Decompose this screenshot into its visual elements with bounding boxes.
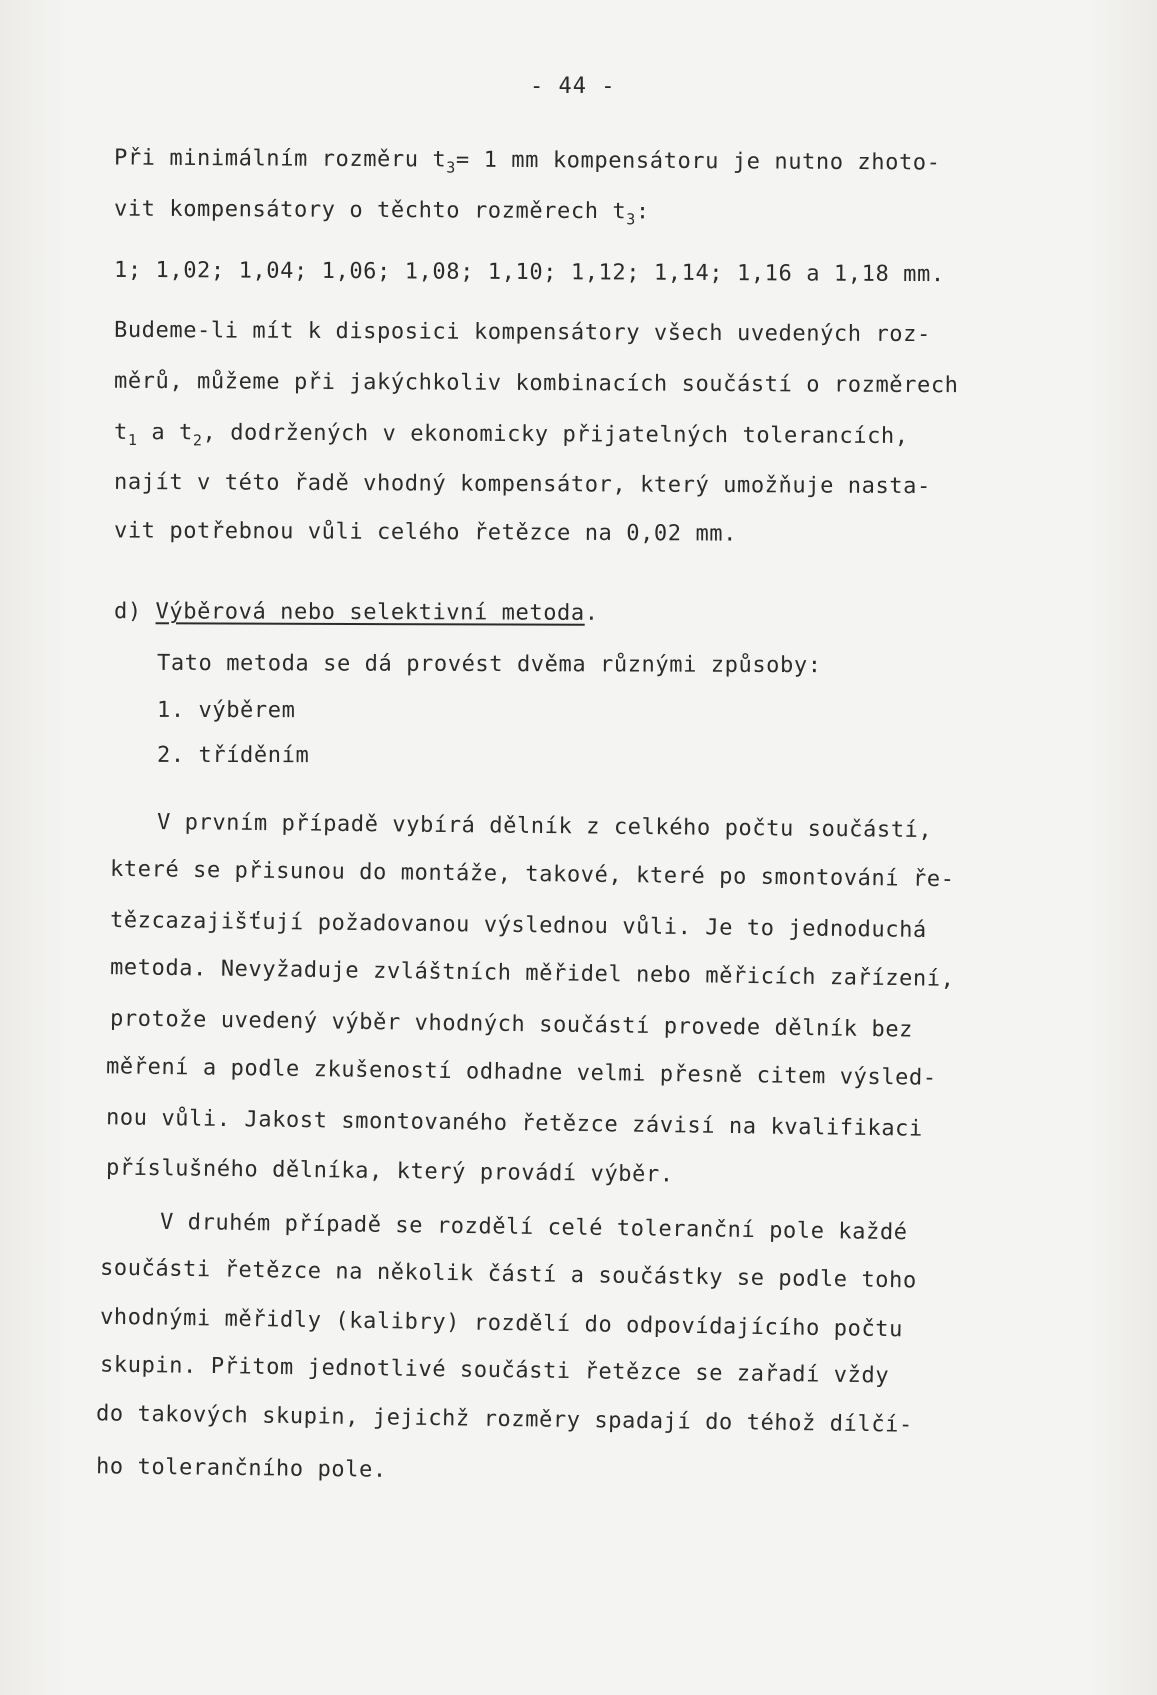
section-d-intro: Tato metoda se dá provést dvěma různými způsoby:: [156, 650, 822, 679]
paragraph-2-line-5: vit potřebnou vůli celého řetězce na 0,02 mm.: [113, 518, 738, 547]
paragraph-3-line-3: tězcazajišťují požadovanou výslednou vůli. Je to jednoduchá: [109, 908, 928, 943]
paragraph-1-line-2: vit kompensátory o těchto rozměrech $t_3$:: [113, 196, 650, 229]
list-item-1: 1. výběrem: [156, 697, 296, 724]
paragraph-3-line-7: nou vůli. Jakost smontovaného řetězce závisí na kvalifikaci: [105, 1105, 924, 1142]
paragraph-3-line-1: V prvním případě vybírá dělník z celkého počtu součástí,: [156, 809, 933, 844]
paragraph-3-line-2: které se přisunou do montáže, takové, které po smontování ře-: [109, 856, 955, 893]
paragraph-3-line-8: příslušného dělníka, který provádí výběr.: [105, 1155, 674, 1188]
paragraph-4-line-2: součásti řetězce na několik částí a součástky se podle toho: [99, 1255, 918, 1294]
paragraph-2-line-2: měrů, můžeme při jakýchkoliv kombinacích součástí o rozměrech: [113, 368, 959, 399]
page-number: - 44 -: [530, 74, 616, 99]
paragraph-1-line-1: Při minimálním rozměru $t_3= 1$ mm kompensátoru je nutno zhoto-: [113, 145, 941, 177]
paragraph-2-line-4: najít v této řadě vhodný kompensátor, který umožňuje nasta-: [113, 469, 931, 500]
paragraph-4-line-6: ho tolerančního pole.: [95, 1454, 387, 1483]
paragraph-3-line-4: metoda. Nevyžaduje zvláštních měřidel nebo měřicích zařízení,: [109, 955, 955, 992]
paragraph-4-line-1: V druhém případě se rozdělí celé toleranční pole každé: [159, 1209, 908, 1246]
paragraph-3-line-6: měření a podle zkušeností odhadne velmi přesně citem výsled-: [105, 1054, 937, 1091]
paragraph-4-line-5: do takových skupin, jejichž rozměry spadají do téhož dílčí-: [95, 1401, 914, 1438]
list-item-2: 2. tříděním: [156, 742, 310, 769]
paragraph-1-line-3: 1; 1,02; 1,04; 1,06; 1,08; 1,10; 1,12; 1,14; 1,16 a 1,18 mm.: [113, 257, 945, 288]
paragraph-3-line-5: protože uvedený výběr vhodných součástí provede dělník bez: [109, 1006, 914, 1043]
paragraph-4-line-4: skupin. Přitom jednotlivé součásti řetězce se zařadí vždy: [99, 1352, 890, 1389]
paragraph-4-line-3: vhodnými měřidly (kalibry) rozdělí do odpovídajícího počtu: [99, 1304, 904, 1343]
paragraph-2-line-1: Budeme-li mít k disposici kompensátory všech uvedených roz-: [113, 317, 931, 348]
section-d-heading: d) Výběrová nebo selektivní metoda.: [113, 599, 599, 626]
paragraph-2-line-3: $t_1$ a $t_2$, dodržených v ekonomicky přijatelných tolerancích,: [113, 419, 909, 450]
